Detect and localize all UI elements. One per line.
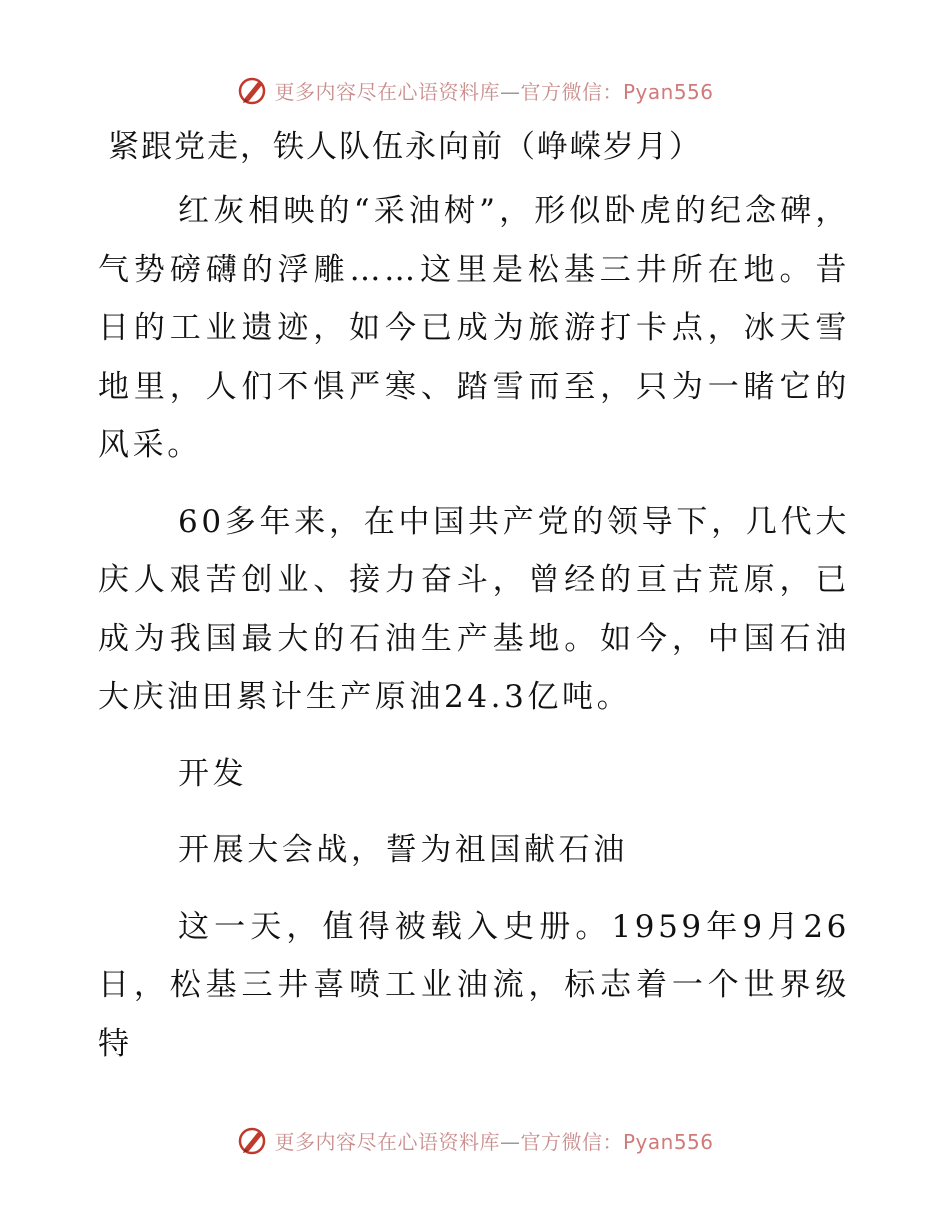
header-watermark-cn: 更多内容尽在心语资料库	[274, 79, 500, 104]
pen-logo-icon	[236, 74, 268, 106]
footer-watermark-text	[274, 1126, 713, 1155]
footer-watermark	[0, 1120, 950, 1160]
header-watermark-text	[274, 76, 713, 105]
header-watermark-separator: —	[499, 79, 521, 104]
document-body	[98, 118, 850, 1091]
paragraph-3: 这一天，值得被载入史册。1959年9月26日，松基三井喜喷工业油流，标志着一个世界级特	[98, 908, 850, 1062]
footer-watermark-cn: 更多内容尽在心语资料库	[274, 1129, 500, 1154]
header-watermark-inner	[236, 74, 713, 106]
paragraph-2: 60多年来，在中国共产党的领导下，几代大庆人艰苦创业、接力奋斗，曾经的亘古荒原，已成为我国最大的石油生产基地。如今，中国石油大庆油田累计生产原油24.3亿吨。	[98, 503, 850, 715]
footer-watermark-inner	[236, 1124, 713, 1156]
paragraph-1: 红灰相映的“采油树”，形似卧虎的纪念碑，气势磅礴的浮雕……这里是松基三井所在地。昔日的工业遗迹，如今已成为旅游打卡点，冰天雪地里，人们不惧严寒、踏雪而至，只为一睹它的风采。	[98, 193, 850, 463]
section-heading-kaifa: 开发	[178, 755, 248, 792]
pen-logo-icon	[236, 1124, 268, 1156]
footer-watermark-separator: —	[499, 1129, 521, 1154]
header-watermark-wechat-label: 官方微信：	[520, 79, 623, 104]
header-watermark	[0, 70, 950, 110]
document-title: 紧跟党走，铁人队伍永向前（峥嵘岁月）	[108, 129, 702, 165]
footer-watermark-wechat-id: Pyan556	[622, 1129, 714, 1154]
section-subheading: 开展大会战，誓为祖国献石油	[178, 832, 628, 868]
footer-watermark-wechat-label: 官方微信：	[520, 1129, 623, 1154]
header-watermark-wechat-id: Pyan556	[622, 79, 714, 104]
